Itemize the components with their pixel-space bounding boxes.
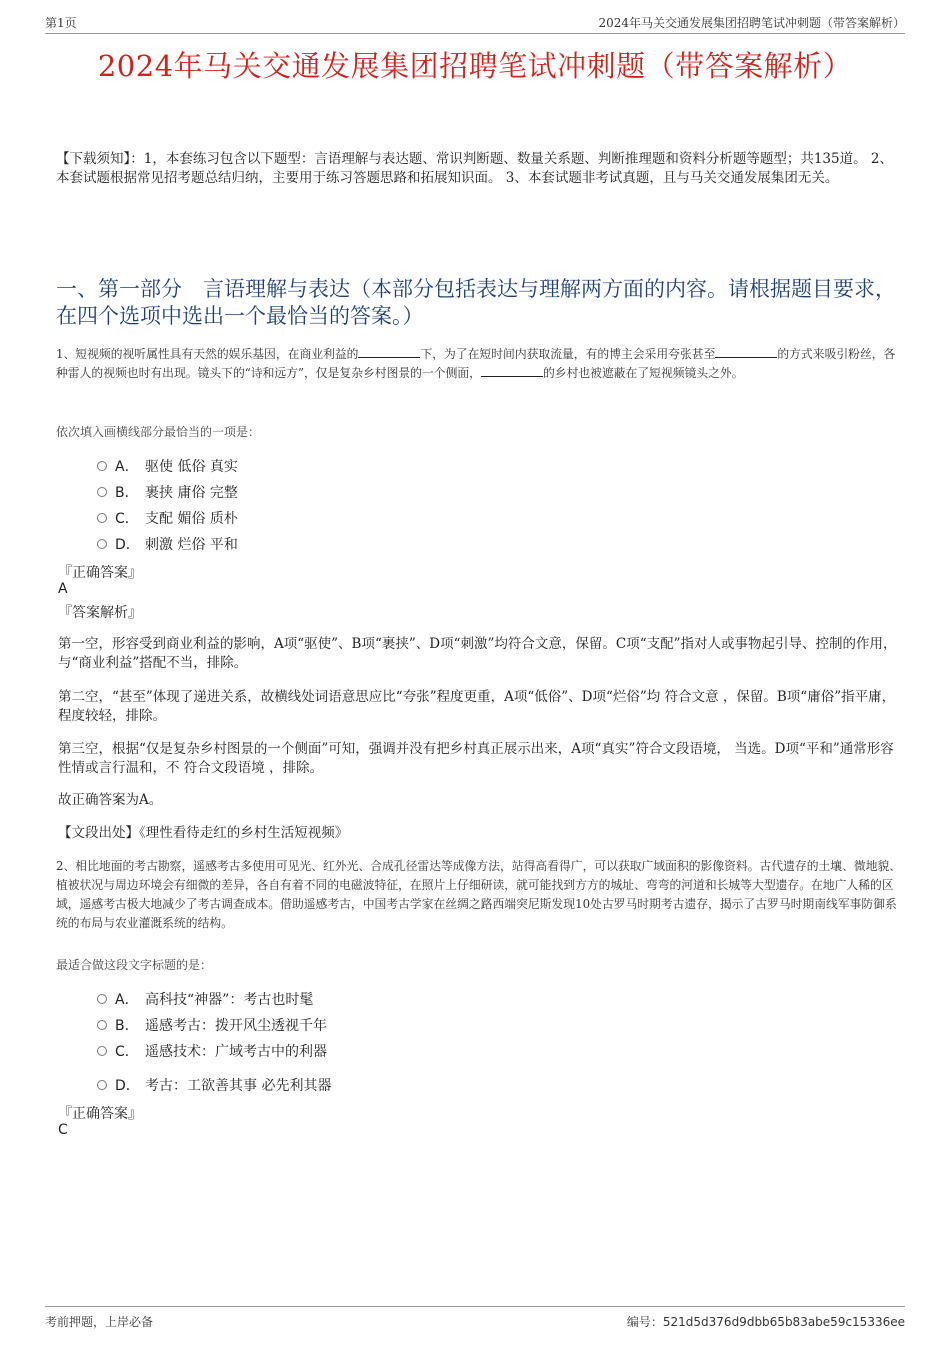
- q1-text-part-a: 1、短视频的视听属性具有天然的娱乐基因，在商业利益的: [56, 347, 359, 361]
- q2-answer-label: 『正确答案』: [58, 1106, 142, 1122]
- fill-blank-2: [715, 346, 777, 358]
- q1-analysis-conclusion: 故正确答案为A。: [58, 792, 163, 808]
- option-text: 遥感技术：广域考古中的利器: [145, 1044, 327, 1060]
- option-text: 驱使 低俗 真实: [145, 459, 238, 475]
- fill-blank-3: [481, 365, 543, 377]
- question-2-stem: 2、相比地面的考古勘察，遥感考古多使用可见光、红外光、合成孔径雷达等成像方法，站得高看得广，可以获取广域面积的影像资料。古代遗存的土壤、微地貌、植被状况与周边环境会有细微的差异，各自有着不同的电磁波特征，在照片上仔细研读，就可能找到方方的城址、弯弯的河道和长城等大型遗存。在地广人稀的区域，遥感考古极大地减少了考古调查成本。借助遥感考古，中国考古学家在丝绸之路西端突尼斯发现10处古罗马时期考古遗存，揭示了古罗马时期南线军事防御系统的布局与农业灌溉系统的结构。: [56, 859, 902, 930]
- question-1-stem: [56, 345, 902, 383]
- q1-answer-label: 『正确答案』: [58, 565, 142, 581]
- option-letter: A．: [115, 459, 139, 475]
- q1-answer: A: [58, 581, 68, 597]
- option-letter: B．: [115, 485, 139, 501]
- page-number: 第1页: [45, 16, 77, 30]
- q1-source: 【文段出处】《理性看待走红的乡村生活短视频》: [58, 825, 349, 841]
- q2-option-c[interactable]: [97, 1041, 327, 1061]
- footer-code: [627, 1313, 905, 1330]
- q1-analysis-paragraph: 第二空，“甚至”体现了递进关系，故横线处词语意思应比“夸张”程度更重，A项“低俗”、D项“烂俗”均 符合文意 ，保留。B项“庸俗”指平庸，程度较轻，排除。: [58, 689, 896, 724]
- option-text: 高科技“神器”：考古也时髦: [145, 992, 314, 1008]
- option-letter: D．: [115, 537, 140, 553]
- radio-icon[interactable]: [97, 1080, 107, 1090]
- header-divider: [45, 33, 905, 34]
- radio-icon[interactable]: [97, 1046, 107, 1056]
- radio-icon[interactable]: [97, 513, 107, 523]
- download-notice: 【下载须知】：1，本套练习包含以下题型：言语理解与表达题、常识判断题、数量关系题、判断推理题和资料分析题等题型；共135道。 2、本套试题根据常见招考题总结归纳，主要用于练习答题思路和拓展知识面。 3、本套试题非考试真题，且与马关交通发展集团无关。: [56, 151, 893, 186]
- option-text: 遥感考古：拨开风尘透视千年: [145, 1018, 327, 1034]
- q1-option-a[interactable]: [97, 456, 238, 476]
- q2-option-b[interactable]: [97, 1015, 327, 1035]
- option-text: 考古：工欲善其事 必先利其器: [145, 1078, 332, 1094]
- q1-option-b[interactable]: [97, 482, 238, 502]
- option-text: 裹挟 庸俗 完整: [145, 485, 238, 501]
- question-1-prompt: 依次填入画横线部分最恰当的一项是：: [56, 425, 261, 439]
- q1-text-part-c: 的方式来吸引粉丝，各种雷人的视频也时有出现。镜头下的“诗和远方”，仅是复杂乡村图景的一个侧面，: [56, 347, 896, 380]
- radio-icon[interactable]: [97, 461, 107, 471]
- radio-icon[interactable]: [97, 1020, 107, 1030]
- footer-code-value: 521d5d376d9dbb65b83abe59c15336ee: [662, 1315, 905, 1329]
- option-text: 刺激 烂俗 平和: [145, 537, 238, 553]
- q1-option-c[interactable]: [97, 508, 238, 528]
- option-text: 支配 媚俗 质朴: [145, 511, 238, 527]
- option-letter: C．: [115, 1044, 139, 1060]
- question-2-prompt: 最适合做这段文字标题的是：: [56, 958, 213, 972]
- footer-divider: [45, 1306, 905, 1307]
- fill-blank-1: [358, 346, 420, 358]
- q1-analysis-paragraph: 第三空，根据“仅是复杂乡村图景的一个侧面”可知，强调并没有把乡村真正展示出来，A项“真实”符合文段语境， 当选。D项“平和”通常形容性情或言行温和，不 符合文段语境 ，排除。: [58, 741, 894, 776]
- q1-option-d[interactable]: [97, 534, 238, 554]
- option-letter: B．: [115, 1018, 139, 1034]
- radio-icon[interactable]: [97, 994, 107, 1004]
- q2-option-d[interactable]: [97, 1075, 331, 1095]
- footer-code-label: 编号：: [626, 1315, 663, 1329]
- q2-answer: C: [58, 1122, 68, 1138]
- q1-analysis-label: 『答案解析』: [58, 605, 142, 621]
- q1-text-part-b: 下，为了在短时间内获取流量，有的博主会采用夸张甚至: [420, 347, 716, 361]
- header-doc-title: 2024年马关交通发展集团招聘笔试冲刺题（带答案解析）: [598, 16, 905, 30]
- footer-slogan: 考前押题，上岸必备: [45, 1315, 154, 1329]
- q1-text-part-d: 的乡村也被遮蔽在了短视频镜头之外。: [542, 366, 744, 380]
- option-letter: C．: [115, 511, 139, 527]
- radio-icon[interactable]: [97, 539, 107, 549]
- q1-analysis-paragraph: 第一空，形容受到商业利益的影响，A项“驱使”、B项“裹挟”、D项“刺激”均符合文意，保留。C项“支配”指对人或事物起引导、控制的作用，与“商业利益”搭配不当，排除。: [58, 636, 897, 671]
- section-heading: 一、第一部分 言语理解与表达（本部分包括表达与理解两方面的内容。请根据题目要求，在四个选项中选出一个最恰当的答案。）: [56, 277, 896, 328]
- option-letter: A．: [115, 992, 139, 1008]
- document-title: 2024年马关交通发展集团招聘笔试冲刺题（带答案解析）: [97, 49, 853, 83]
- radio-icon[interactable]: [97, 487, 107, 497]
- option-letter: D．: [115, 1078, 140, 1094]
- q2-option-a[interactable]: [97, 989, 313, 1009]
